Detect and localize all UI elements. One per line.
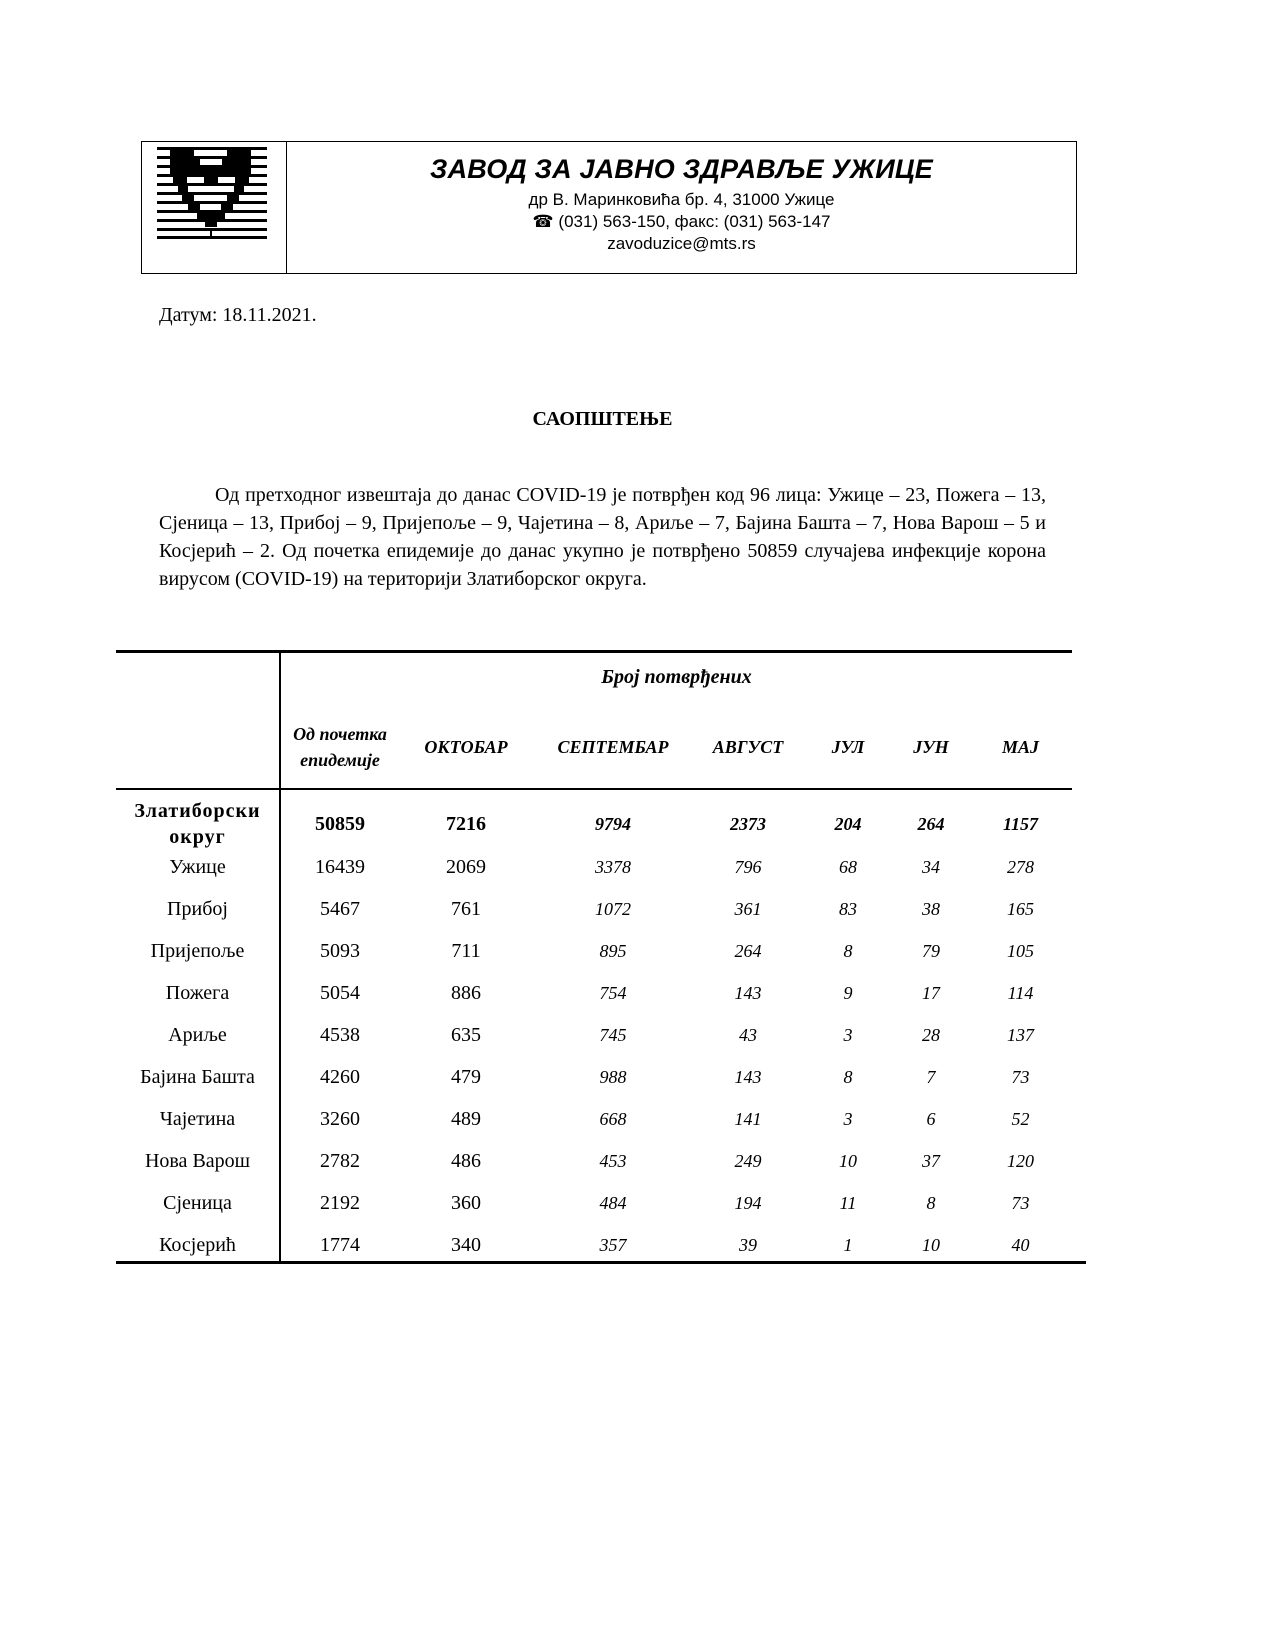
cell-july: 11 bbox=[839, 1192, 857, 1213]
cell-july: 83 bbox=[839, 898, 857, 919]
cell-august: 43 bbox=[739, 1024, 757, 1045]
cell-may: 52 bbox=[1011, 1108, 1030, 1129]
cell-october: 711 bbox=[451, 939, 481, 962]
table-top-rule bbox=[116, 650, 1072, 653]
cell-june: 34 bbox=[922, 856, 940, 877]
table-group-header: Број потврђених bbox=[601, 666, 752, 688]
table-row bbox=[116, 1225, 1072, 1265]
cell-may: 137 bbox=[1007, 1024, 1034, 1045]
cell-october: 489 bbox=[451, 1107, 481, 1130]
cell-september: 754 bbox=[599, 982, 627, 1003]
cell-october: 486 bbox=[451, 1149, 481, 1172]
row-label: Пожега bbox=[165, 982, 230, 1004]
cell-june: 17 bbox=[922, 982, 940, 1003]
cell-since-start: 3260 bbox=[320, 1107, 360, 1130]
cell-august: 2373 bbox=[730, 813, 766, 834]
cell-september: 745 bbox=[599, 1024, 627, 1045]
column-header-since-start: Од почетка епидемије bbox=[293, 724, 387, 770]
cell-july: 3 bbox=[843, 1108, 853, 1129]
organization-phone bbox=[287, 212, 1076, 232]
table-header-rule bbox=[116, 788, 1072, 790]
cell-may: 73 bbox=[1011, 1066, 1030, 1087]
table-row bbox=[116, 973, 1072, 1013]
cell-october: 479 bbox=[451, 1065, 481, 1088]
cell-august: 194 bbox=[734, 1192, 762, 1213]
row-label: Чајетина bbox=[159, 1108, 236, 1130]
cell-since-start: 50859 bbox=[315, 812, 365, 835]
cell-since-start: 16439 bbox=[315, 855, 365, 878]
cell-september: 1072 bbox=[595, 898, 631, 919]
cell-july: 204 bbox=[834, 813, 862, 834]
row-label: Нова Варош bbox=[144, 1150, 251, 1172]
cell-since-start: 5054 bbox=[320, 981, 360, 1004]
cell-june: 10 bbox=[922, 1234, 940, 1255]
phone-icon: ☎ bbox=[532, 212, 554, 231]
row-label: Косјерић bbox=[159, 1234, 236, 1256]
cell-since-start: 2192 bbox=[320, 1191, 360, 1214]
cell-since-start: 2782 bbox=[320, 1149, 360, 1172]
row-label: Сјеница bbox=[163, 1192, 232, 1214]
cell-august: 141 bbox=[734, 1108, 762, 1129]
announcement-paragraph: Од претходног извештаја до данас COVID-19 је потврђен код 96 лица: Ужице – 23, Пожега – 13, Сјеница – 13, Прибој – 9, Пријепоље – 9, Чајетина – 8, Ариље – 7, Бајина Башта – 7, Нова Варош – 5 и Косјерић – 2. Од почетка епидемије до данас укупно је потврђено 50859 случајева инфекције корона вирусом (COVID-19) на територији Златиборског округа. bbox=[159, 484, 1046, 590]
cell-august: 39 bbox=[739, 1234, 757, 1255]
cell-october: 761 bbox=[451, 897, 481, 920]
cell-october: 886 bbox=[451, 981, 481, 1004]
table-row bbox=[116, 889, 1072, 929]
cell-september: 484 bbox=[599, 1192, 627, 1213]
cell-since-start: 5093 bbox=[320, 939, 360, 962]
cell-october: 360 bbox=[451, 1191, 481, 1214]
cell-september: 357 bbox=[599, 1234, 627, 1255]
document-title-text: САОПШТЕЊЕ bbox=[532, 408, 673, 430]
cell-may: 114 bbox=[1007, 982, 1034, 1003]
cell-july: 8 bbox=[843, 940, 853, 961]
cell-july: 1 bbox=[843, 1234, 853, 1255]
row-label: Ужице bbox=[169, 856, 226, 878]
cell-september: 3378 bbox=[595, 856, 631, 877]
cell-october: 2069 bbox=[446, 855, 486, 878]
table-row bbox=[116, 931, 1072, 971]
cell-june: 8 bbox=[926, 1192, 936, 1213]
institute-logo-icon bbox=[157, 147, 267, 239]
row-label: Ариље bbox=[168, 1024, 227, 1046]
table-row bbox=[116, 1183, 1072, 1223]
cell-september: 988 bbox=[599, 1066, 627, 1087]
cell-august: 249 bbox=[734, 1150, 762, 1171]
cell-august: 264 bbox=[734, 940, 762, 961]
column-header-august: АВГУСТ bbox=[712, 737, 784, 757]
table-row-district-total bbox=[116, 796, 1072, 852]
column-header-may: МАЈ bbox=[1001, 737, 1039, 757]
table-row bbox=[116, 847, 1072, 887]
cell-september: 895 bbox=[599, 940, 627, 961]
cell-september: 668 bbox=[599, 1108, 627, 1129]
cell-september: 453 bbox=[599, 1150, 627, 1171]
cell-august: 143 bbox=[734, 1066, 762, 1087]
cell-since-start: 4538 bbox=[320, 1023, 360, 1046]
cell-may: 73 bbox=[1011, 1192, 1030, 1213]
table-row bbox=[116, 1099, 1072, 1139]
cell-may: 105 bbox=[1007, 940, 1034, 961]
cell-since-start: 5467 bbox=[320, 897, 360, 920]
row-label: Златиборски округ bbox=[134, 800, 261, 848]
cell-may: 120 bbox=[1007, 1150, 1034, 1171]
cell-may: 278 bbox=[1007, 856, 1034, 877]
cell-june: 264 bbox=[917, 813, 945, 834]
row-label: Прибој bbox=[167, 898, 228, 920]
cell-since-start: 4260 bbox=[320, 1065, 360, 1088]
letterhead bbox=[141, 141, 1077, 274]
cell-july: 8 bbox=[843, 1066, 853, 1087]
cell-may: 165 bbox=[1007, 898, 1034, 919]
column-header-september: СЕПТЕМБАР bbox=[557, 737, 669, 757]
table-row bbox=[116, 1057, 1072, 1097]
organization-name: ЗАВОД ЗА ЈАВНО ЗДРАВЉЕ УЖИЦЕ bbox=[430, 154, 933, 184]
cell-june: 7 bbox=[926, 1066, 936, 1087]
row-label: Пријепоље bbox=[150, 940, 245, 962]
cell-june: 6 bbox=[926, 1108, 936, 1129]
table-row bbox=[116, 1015, 1072, 1055]
row-label: Бајина Башта bbox=[140, 1066, 255, 1088]
cell-may: 40 bbox=[1011, 1234, 1030, 1255]
column-header-july: ЈУЛ bbox=[831, 737, 865, 757]
organization-info bbox=[287, 142, 1076, 273]
cell-october: 635 bbox=[451, 1023, 481, 1046]
table-row bbox=[116, 1141, 1072, 1181]
cell-october: 7216 bbox=[446, 812, 486, 835]
document-date: Датум: 18.11.2021. bbox=[159, 304, 317, 326]
cell-july: 68 bbox=[839, 856, 857, 877]
cell-june: 28 bbox=[922, 1024, 940, 1045]
cell-july: 9 bbox=[843, 982, 853, 1003]
logo-cell bbox=[142, 142, 287, 273]
cell-august: 143 bbox=[734, 982, 762, 1003]
cell-august: 361 bbox=[734, 898, 762, 919]
organization-address: др В. Маринковића бр. 4, 31000 Ужице bbox=[528, 190, 835, 209]
column-header-june: ЈУН bbox=[913, 737, 949, 757]
cell-june: 38 bbox=[922, 898, 940, 919]
document-title bbox=[0, 408, 1275, 431]
cell-september: 9794 bbox=[595, 813, 631, 834]
cell-since-start: 1774 bbox=[320, 1233, 360, 1256]
cell-may: 1157 bbox=[1002, 813, 1038, 834]
cell-august: 796 bbox=[734, 856, 762, 877]
cell-july: 10 bbox=[839, 1150, 857, 1171]
cell-october: 340 bbox=[451, 1233, 481, 1256]
column-header-october: ОКТОБАР bbox=[424, 737, 508, 757]
cell-july: 3 bbox=[843, 1024, 853, 1045]
cell-june: 37 bbox=[922, 1150, 940, 1171]
phone-fax-numbers: (031) 563-150, факс: (031) 563-147 bbox=[558, 212, 831, 231]
organization-email: zavoduzice@mts.rs bbox=[607, 234, 756, 253]
cell-june: 79 bbox=[922, 940, 940, 961]
